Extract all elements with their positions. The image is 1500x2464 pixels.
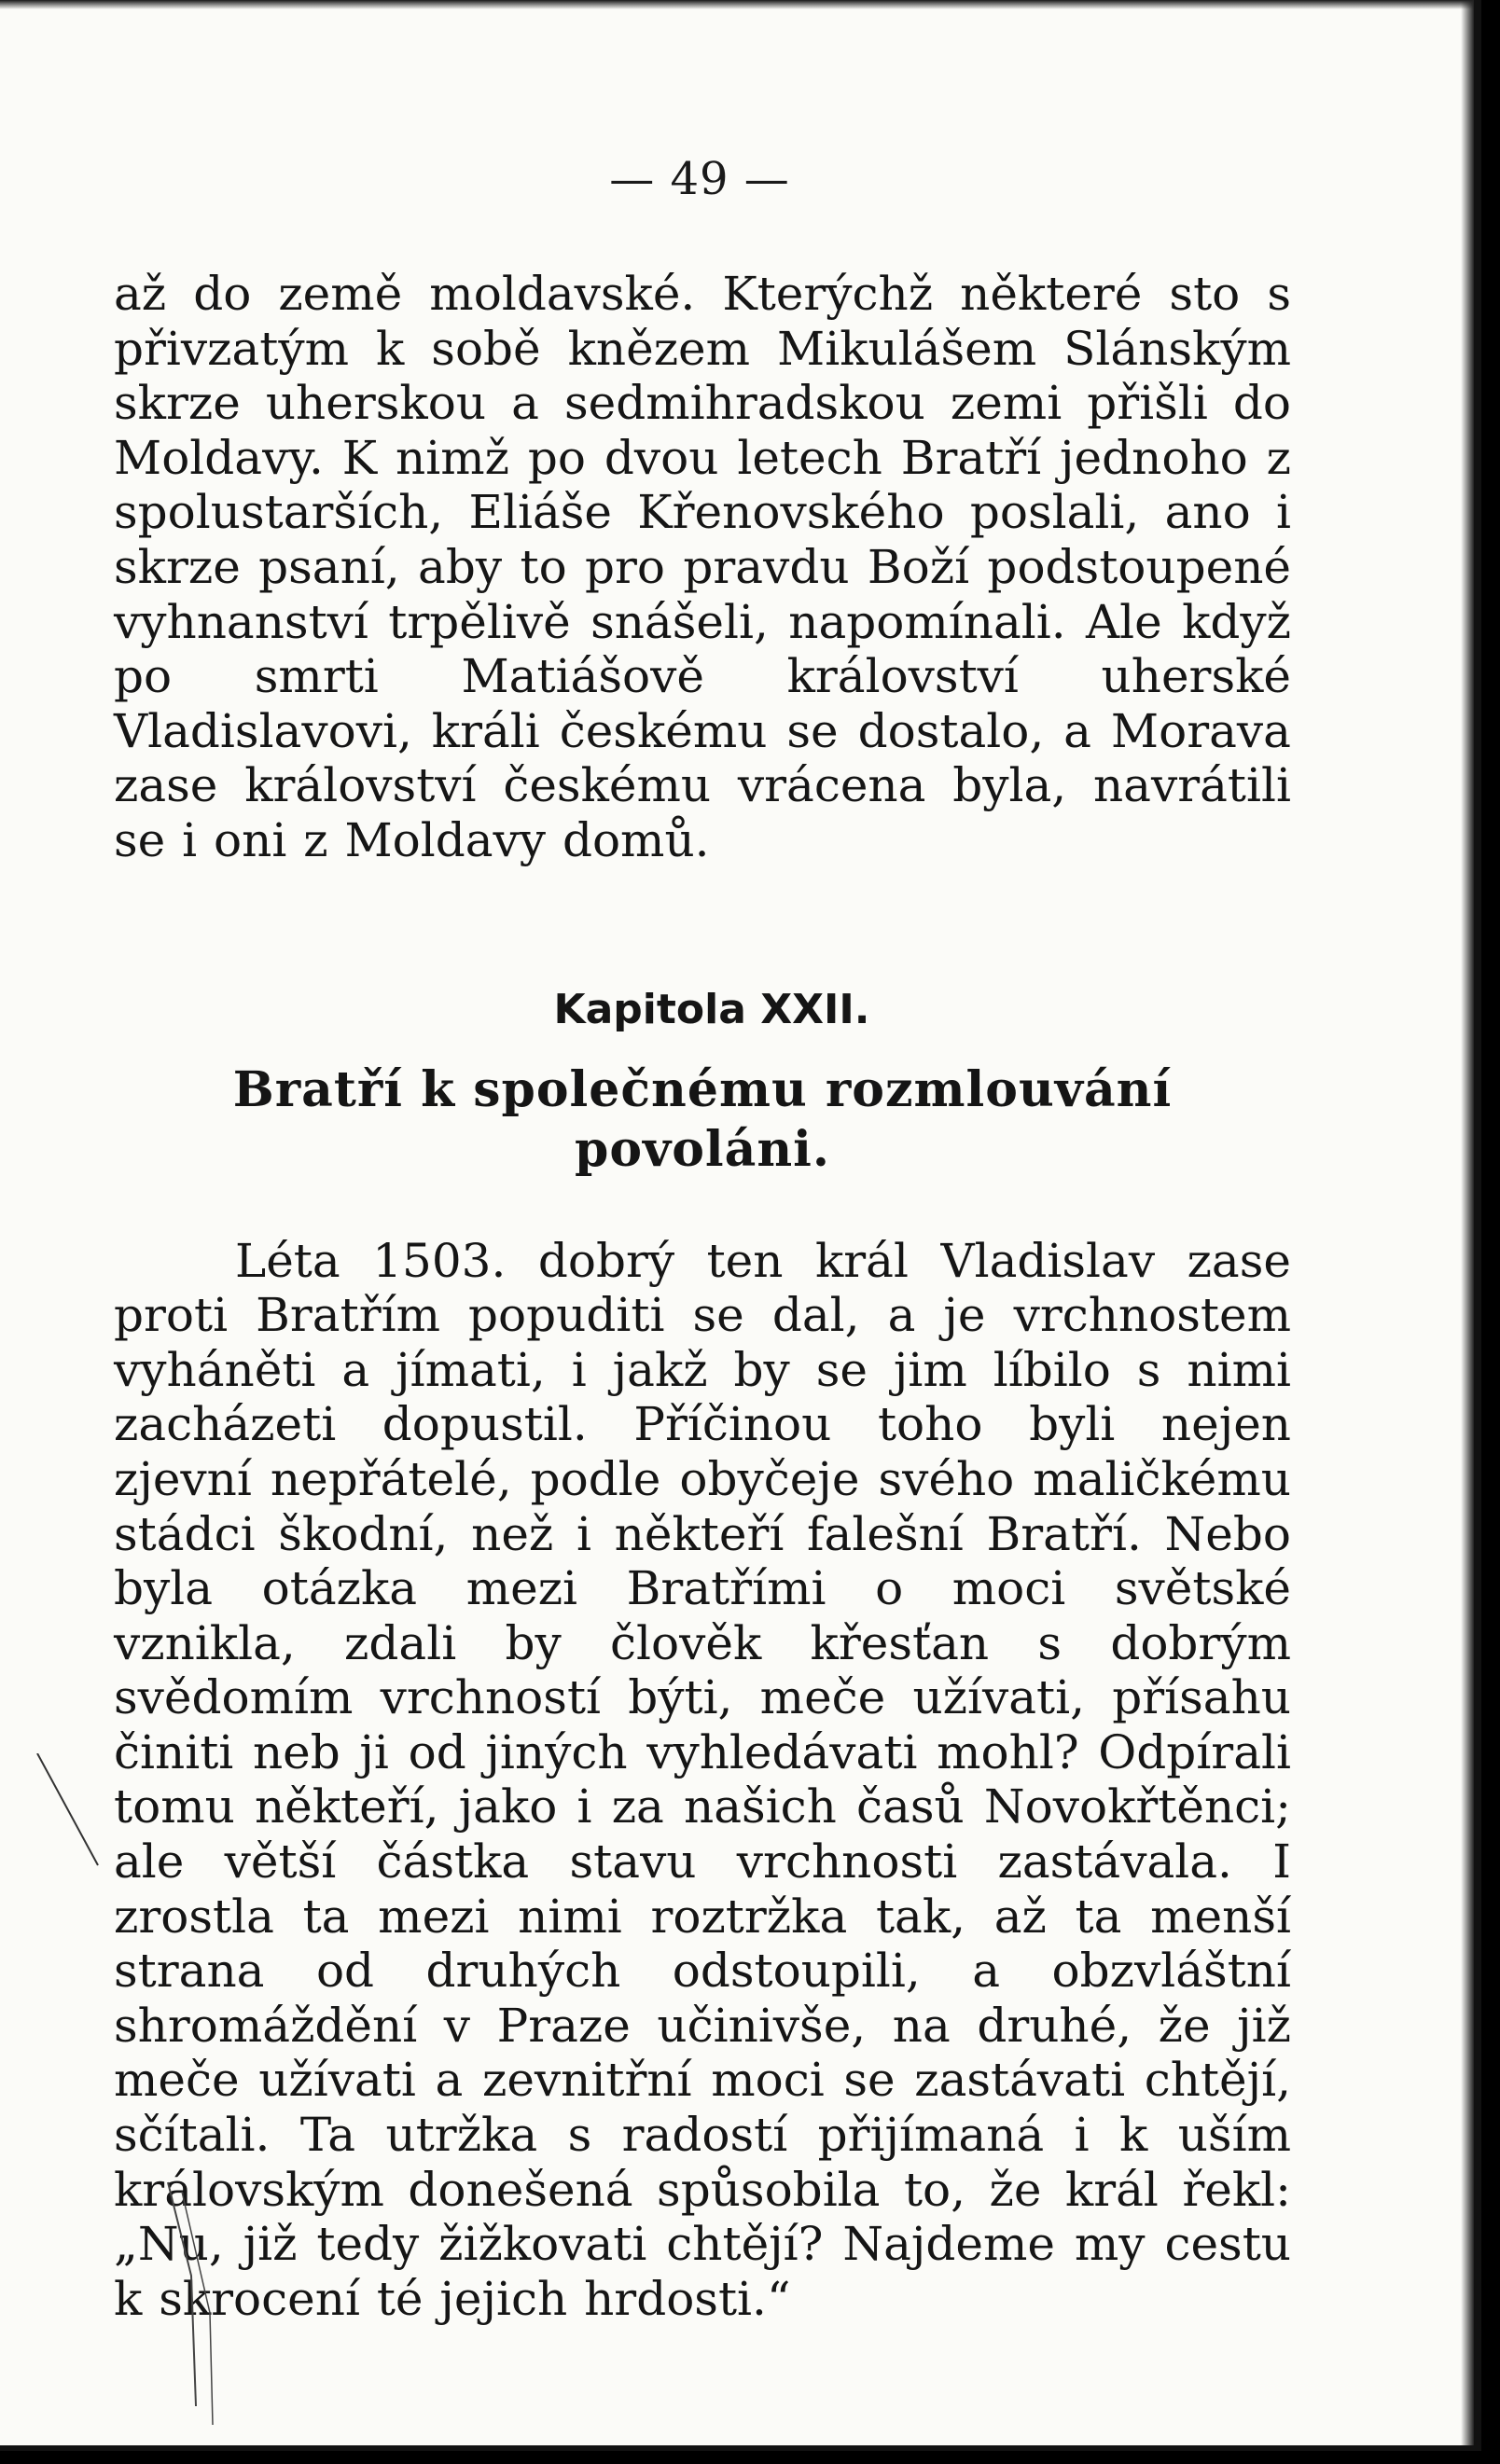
section-spacer [114,1180,1291,1234]
page-number: — 49 — [609,153,790,205]
paragraph-2: Léta 1503. dobrý ten král Vladislav zase proti Bratřím popuditi se dal, a je vrchnostem vyháněti a jímati, i jakž by se jim líbilo s nimi zacházeti dopustil. Příčinou toho byli nejen zjevní nepřátelé, podle obyčeje svého maličkému stádci škodní, než i někteří falešní Bratří. Nebo byla otázka mezi Bratřími o moci světské vznikla, zdali by člověk křesťan s dobrým svědomím vrchností býti, meče užívati, přísahu činiti neb ji od jiných vyhledávati mohl? Odpírali tomu někteří, jako i za našich časů Novokřtěnci; ale větší částka stavu vrchnosti zastávala. I zrostla ta mezi nimi roztržka tak, až ta menší strana od druhých odstoupili, a obzvláštní shromáždění v Praze učinivše, na druhé, že již meče užívati a zevnitřní moci se zastávati chtějí, sčítali. Ta utržka s radostí přijímaná i k uším královským donešená spůsobila to, že král řekl: „Nu, již tedy žižkovati chtějí? Najdeme my cestu k skrocení té jejich hrdosti.“ [114,1233,1291,2326]
paragraph-1: až do země moldavské. Kterýchž některé sto s přivzatým k sobě knězem Mikulášem Slánským skrze uherskou a sedmihradskou zemi přišli do Moldavy. K nimž po dvou letech Bratří jednoho z spolustarších, Eliáše Křenovského poslali, ano i skrze psaní, aby to pro pravdu Boží podstoupené vyhnanství trpělivě snášeli, napomínali. Ale když po smrti Matiášově království uherské Vladislavovi, králi českému se dostalo, a Morava zase království českému vrácena byla, navrátili se i oni z Moldavy domů. [114,267,1291,867]
text-column [114,267,1291,2326]
chapter-title: Bratří k společnému rozmlouvání povoláni. [232,1060,1173,1178]
scan-edge-right [1461,0,1474,2445]
scan-edge-top [0,0,1474,9]
chapter-label: Kapitola XXII. [553,985,870,1033]
